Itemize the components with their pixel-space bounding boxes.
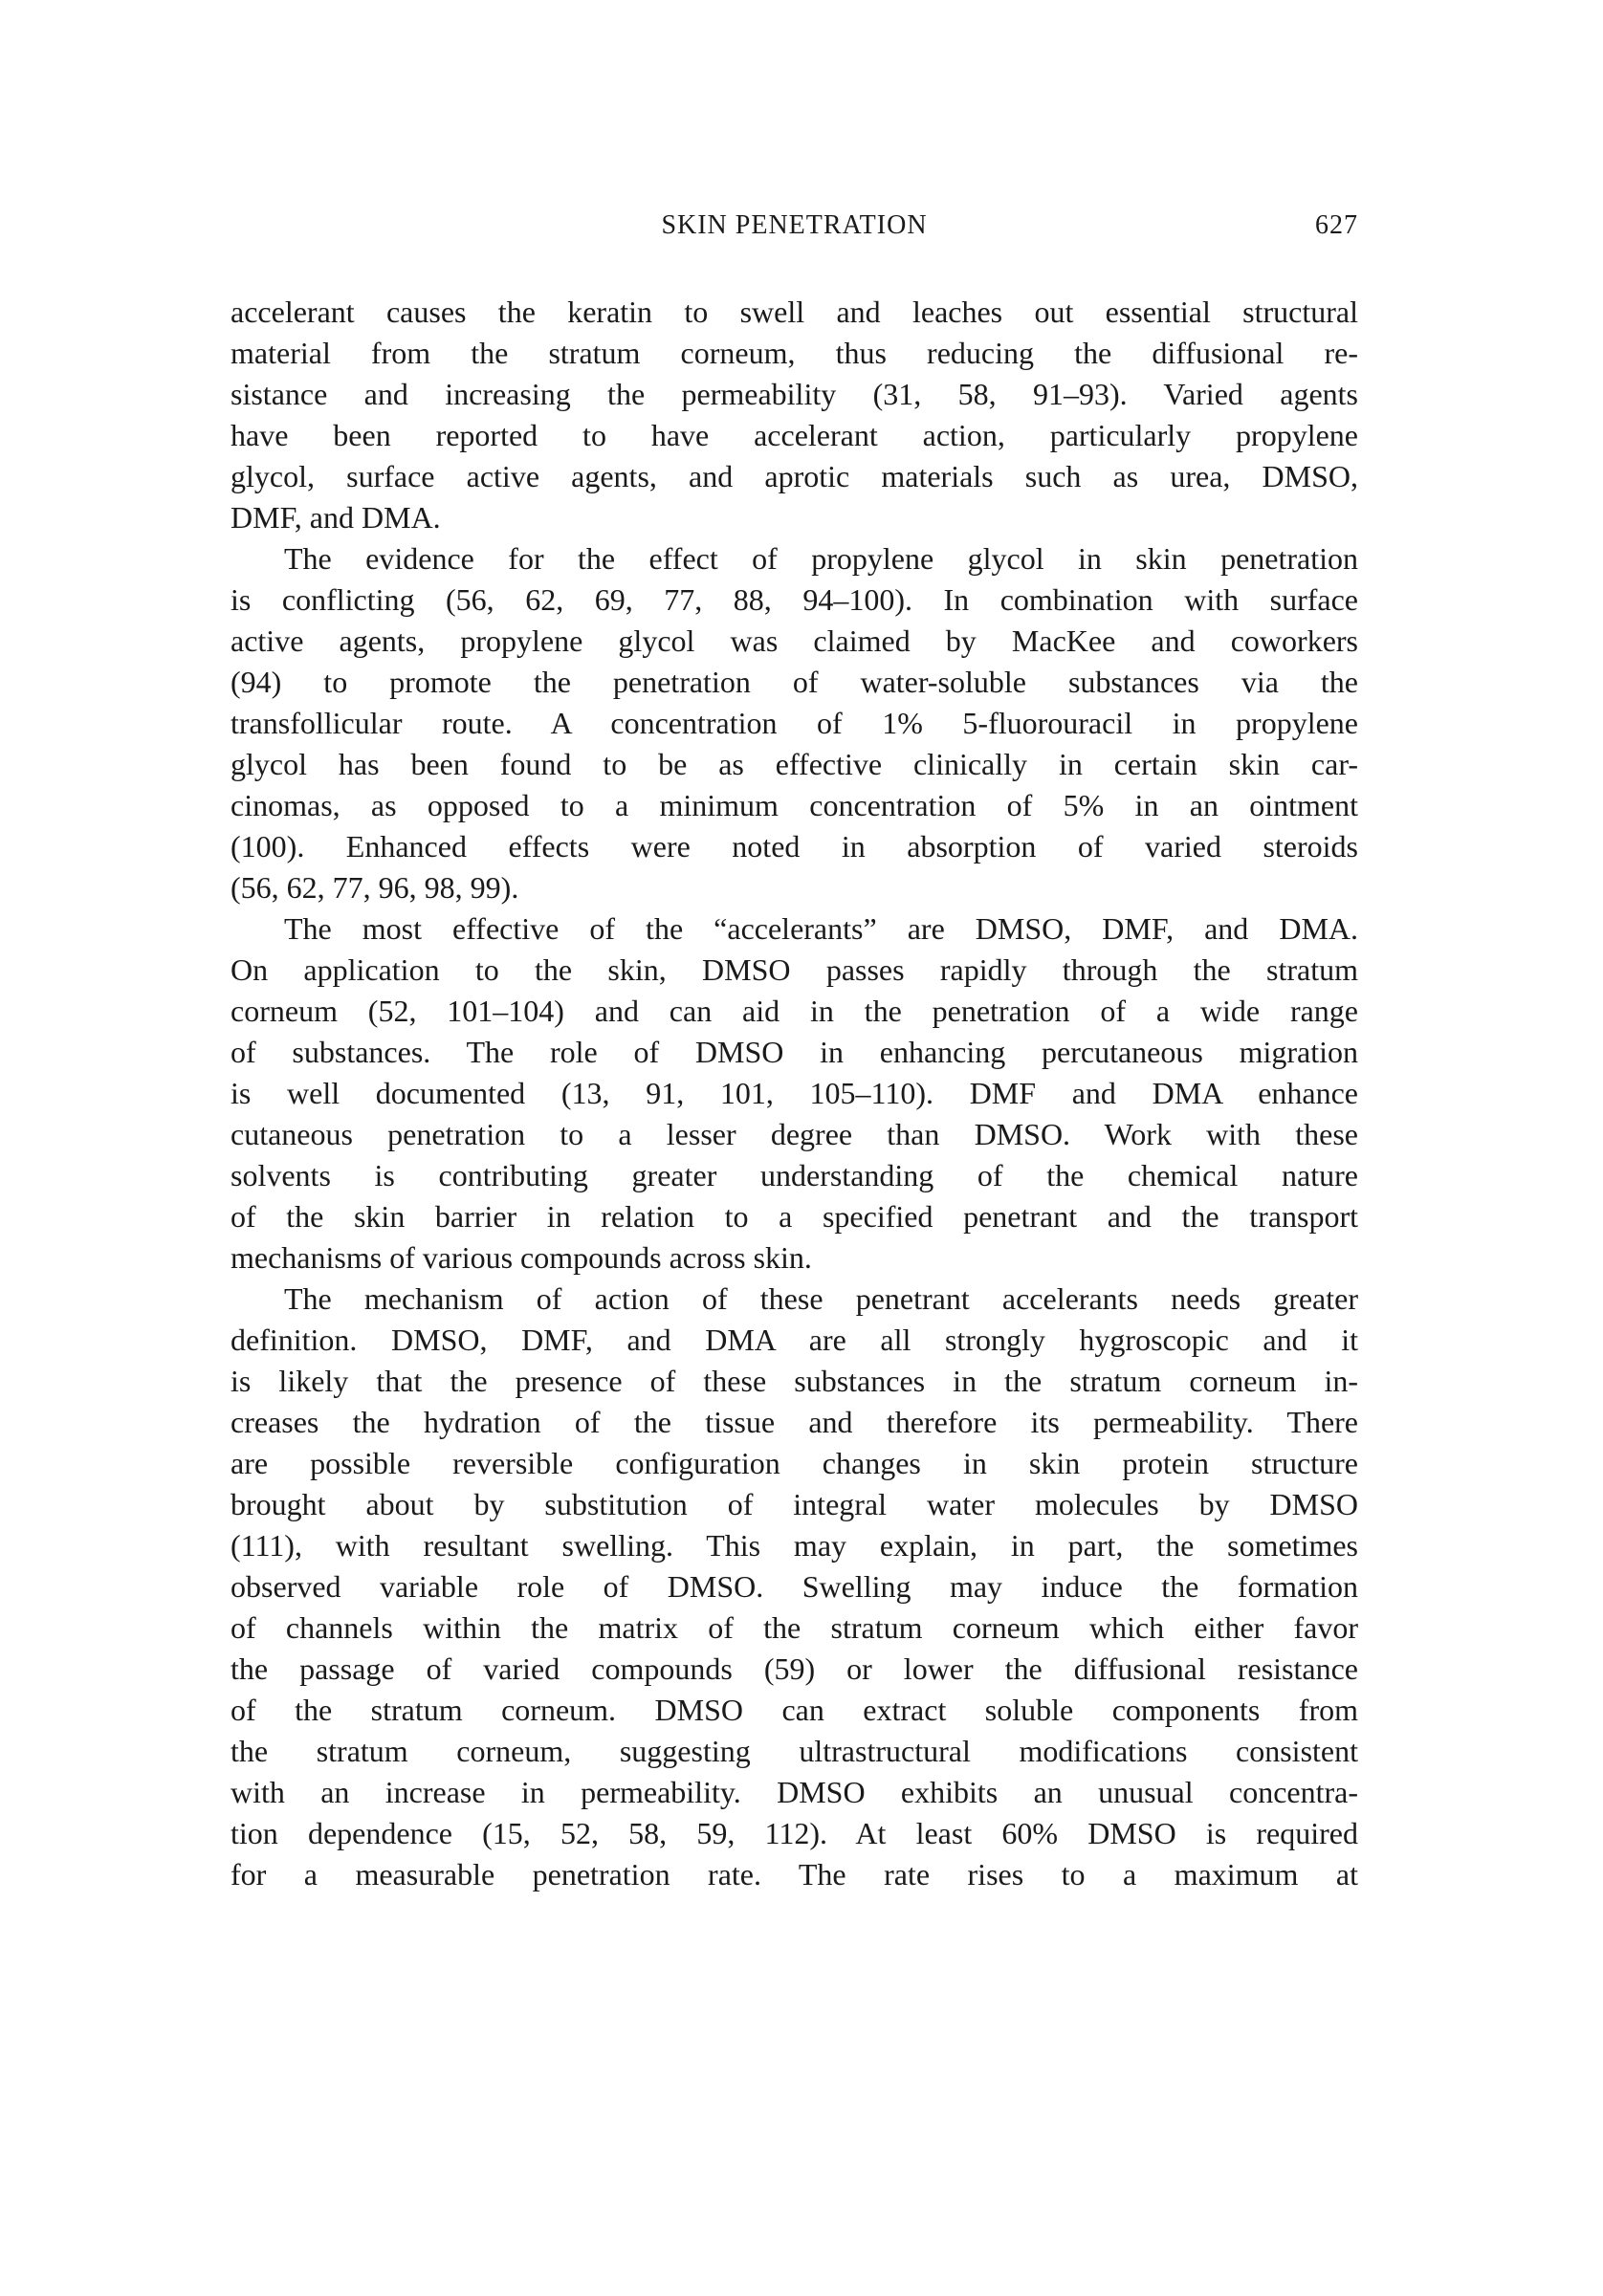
text-line: solvents is contributing greater understanding of the chemical nature	[231, 1158, 1358, 1192]
text-line: On application to the skin, DMSO passes rapidly through the stratum	[231, 952, 1358, 987]
page-number: 627	[1315, 210, 1358, 240]
text-line: sistance and increasing the permeability (31, 58, 91–93). Varied agents	[231, 377, 1358, 411]
text-line: of substances. The role of DMSO in enhancing percutaneous migration	[231, 1035, 1358, 1069]
running-header	[231, 210, 1358, 249]
text-line: have been reported to have accelerant action, particularly propylene	[231, 418, 1358, 452]
paragraph	[231, 908, 1358, 1279]
text-line: The evidence for the effect of propylene glycol in skin penetration	[284, 541, 1358, 576]
text-line: The mechanism of action of these penetrant accelerants needs greater	[284, 1281, 1358, 1316]
text-line: The most effective of the “accelerants” are DMSO, DMF, and DMA.	[284, 911, 1358, 946]
text-line: the stratum corneum, suggesting ultrastructural modifications consistent	[231, 1734, 1358, 1768]
body-text	[231, 292, 1358, 1895]
text-line: (111), with resultant swelling. This may explain, in part, the sometimes	[231, 1528, 1358, 1563]
text-line: with an increase in permeability. DMSO exhibits an unusual concentra-	[231, 1775, 1358, 1809]
text-line: is conflicting (56, 62, 69, 77, 88, 94–100). In combination with surface	[231, 582, 1358, 617]
text-line: are possible reversible configuration changes in skin protein structure	[231, 1446, 1358, 1480]
text-line: creases the hydration of the tissue and therefore its permeability. There	[231, 1405, 1358, 1439]
text-line: the passage of varied compounds (59) or lower the diffusional resistance	[231, 1651, 1358, 1686]
paragraph	[231, 292, 1358, 538]
text-line: is likely that the presence of these substances in the stratum corneum in-	[231, 1364, 1358, 1398]
text-line: brought about by substitution of integral water molecules by DMSO	[231, 1487, 1358, 1521]
paragraph	[231, 538, 1358, 908]
text-line: cutaneous penetration to a lesser degree than DMSO. Work with these	[231, 1117, 1358, 1151]
paragraph	[231, 1279, 1358, 1895]
text-line: for a measurable penetration rate. The rate rises to a maximum at	[231, 1857, 1358, 1891]
text-line: DMF, and DMA.	[231, 500, 441, 535]
text-line: (100). Enhanced effects were noted in absorption of varied steroids	[231, 829, 1358, 864]
text-line: is well documented (13, 91, 101, 105–110). DMF and DMA enhance	[231, 1076, 1358, 1110]
text-line: of the stratum corneum. DMSO can extract soluble components from	[231, 1693, 1358, 1727]
text-line: material from the stratum corneum, thus reducing the diffusional re-	[231, 336, 1358, 370]
running-title: SKIN PENETRATION	[661, 210, 928, 240]
text-line: mechanisms of various compounds across skin.	[231, 1240, 812, 1275]
text-line: (56, 62, 77, 96, 98, 99).	[231, 870, 519, 905]
text-line: (94) to promote the penetration of water-soluble substances via the	[231, 665, 1358, 699]
text-line: glycol has been found to be as effective clinically in certain skin car-	[231, 747, 1358, 781]
text-line: definition. DMSO, DMF, and DMA are all strongly hygroscopic and it	[231, 1323, 1358, 1357]
text-line: accelerant causes the keratin to swell and leaches out essential structural	[231, 295, 1358, 329]
text-line: active agents, propylene glycol was claimed by MacKee and coworkers	[231, 623, 1358, 658]
text-line: of the skin barrier in relation to a specified penetrant and the transport	[231, 1199, 1358, 1234]
text-line: cinomas, as opposed to a minimum concentration of 5% in an ointment	[231, 788, 1358, 822]
text-line: corneum (52, 101–104) and can aid in the penetration of a wide range	[231, 994, 1358, 1028]
text-line: observed variable role of DMSO. Swelling may induce the formation	[231, 1569, 1358, 1604]
text-line: tion dependence (15, 52, 58, 59, 112). At least 60% DMSO is required	[231, 1816, 1358, 1850]
text-line: transfollicular route. A concentration of 1% 5-fluorouracil in propylene	[231, 706, 1358, 740]
text-line: of channels within the matrix of the stratum corneum which either favor	[231, 1610, 1358, 1645]
text-line: glycol, surface active agents, and aprotic materials such as urea, DMSO,	[231, 459, 1358, 493]
